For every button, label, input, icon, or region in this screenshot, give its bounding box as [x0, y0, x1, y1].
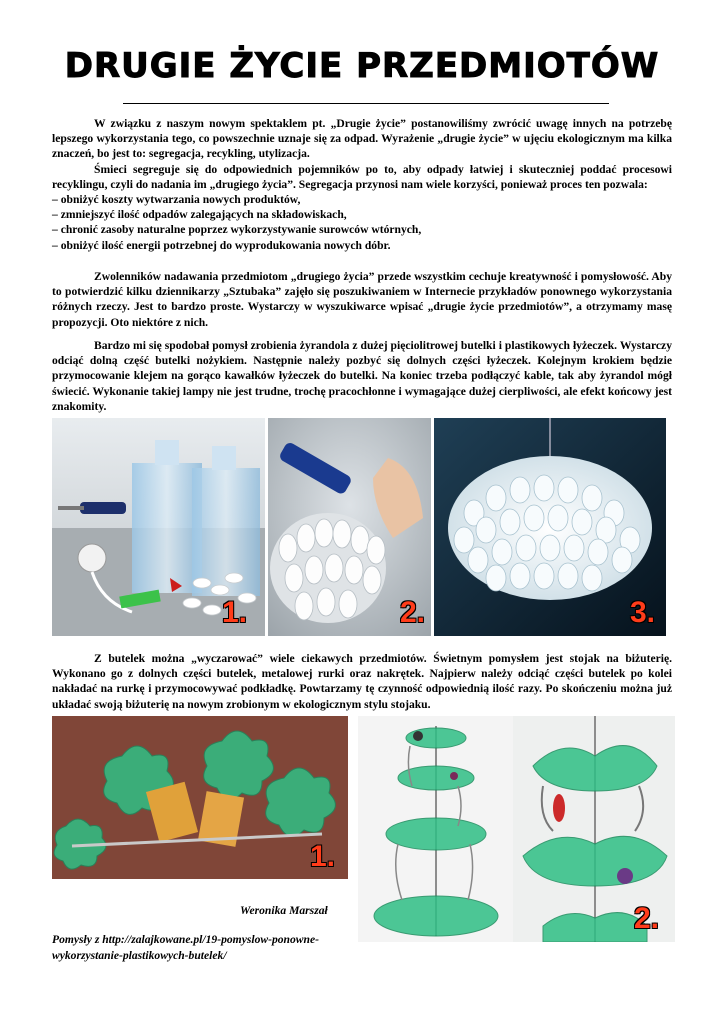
step-number-label: 2. [400, 596, 426, 629]
author-signature: Weronika Marszał [240, 904, 328, 917]
source-link[interactable]: Pomysły z http://zalajkowane.pl/19-pomyslow-ponowne-wykorzystanie-plastikowych-butelek/ [52, 933, 319, 962]
benefit-item: – zmniejszyć ilość odpadów zalegających na składowiskach, [52, 208, 347, 222]
intro-paragraph-2: Śmieci segreguje się do odpowiednich pojemników po to, aby odpady łatwiej i skuteczniej poddać procesowi recyklingu, czyli do nadania im „drugiego życia”. Segregacja przynosi nam wiele korzyści, ponieważ proces ten pozwala: [52, 162, 672, 191]
benefit-item: – chronić zasoby naturalne poprzez wykorzystywanie surowców wtórnych, [52, 223, 422, 237]
step-number-label: 3. [630, 596, 656, 629]
step-number-label: 1. [222, 596, 248, 629]
jewelry-stand-paragraph: Z butelek można „wyczarować” wiele ciekawych przedmiotów. Świetnym pomysłem jest stojak na biżuterię. Wykonano go z dolnych części butelek, metalowej rurki oraz nakrętek. Najpierw należy odciąć części butelek po kolei nakładać na rurkę i przymocowywać podkładkę. Powtarzamy tę czynność odpowiednią ilość razy. Po skończeniu można już układać swoją biżuterię na nowym zrobionym w ekologicznym stylu stojaku. [52, 652, 672, 711]
benefit-item: – obniżyć ilość energii potrzebnej do wyprodukowania nowych dóbr. [52, 238, 391, 252]
stand-materials-photo [52, 716, 348, 879]
chandelier-paragraph: Bardzo mi się spodobał pomysł zrobienia żyrandola z dużej pięciolitrowej butelki i plastikowych łyżeczek. Wystarczy odciąć dolną część butelki nożykiem. Następnie należy pozbyć się dolnych części łyżeczek. Kolejnym krokiem będzie przymocowanie klejem na gorąco kawałków łyżeczek do butelki. Na koniec trzeba podłączyć kable, tak aby żyrandol mógł świecić. Wykonanie takiej lampy nie jest trudne, trochę pracochłonne i wymagające dużej cierpliwości, ale efekt końcowy jest znakomity. [52, 339, 672, 413]
intro-section [52, 116, 672, 253]
benefit-item: – obniżyć koszty wytwarzania nowych produktów, [52, 193, 301, 207]
intro-paragraph-1: W związku z naszym nowym spektaklem pt. „Drugie życie” postanowiliśmy zwrócić uwagę innych na potrzebę lepszego wykorzystania tego, co powszechnie uznaje się za odpad. Wyrażenie „drugie życie” w ujęciu ekologicznym ma kilka znaczeń, bo jest to: segregacja, recykling, utylizacja. [52, 117, 672, 161]
creativity-paragraph: Zwolenników nadawania przedmiotom „drugiego życia” przede wszystkim cechuje kreatywność i pomysłowość. Aby to potwierdzić kilku dziennikarzy „Sztubaka” zajęło się poszukiwaniem w Internecie przykładów ponownego wykorzystania różnych rzeczy. Jest to bardzo proste. Wystarczy w wyszukiwarce wpisać „drugie życie przedmiotów”, a otrzymamy masę propozycji. Oto niektóre z nich. [52, 270, 672, 329]
step-number-label: 1. [310, 840, 336, 873]
title-divider [123, 103, 609, 104]
page-title: DRUGIE ŻYCIE PRZEDMIOTÓW [64, 46, 660, 86]
step-number-label: 2. [634, 902, 660, 935]
jewelry-stand-photo [358, 716, 513, 942]
